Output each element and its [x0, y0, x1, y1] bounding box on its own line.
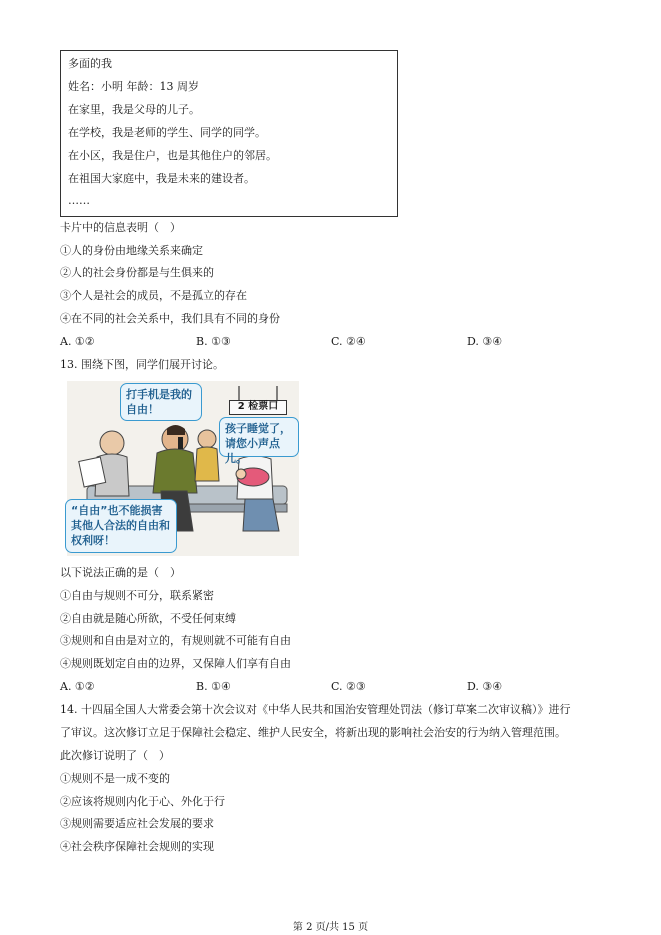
speech-bubble-baby: 孩子睡觉了，请您小声点儿。 [219, 417, 299, 457]
q12-item: ③个人是社会的成员，不是孤立的存在 [60, 289, 247, 302]
page-footer: 第 2 页/共 15 页 [292, 922, 369, 933]
q12-item: ①人的身份由地缘关系来确定 [60, 244, 203, 257]
q13-option-c[interactable]: C. ②③ [331, 680, 366, 693]
card-line: 在家里，我是父母的儿子。 [68, 103, 200, 116]
q13-option-d[interactable]: D. ③④ [467, 680, 503, 693]
q13-option-a[interactable]: A. ①② [60, 680, 95, 693]
q12-option-c[interactable]: C. ②④ [331, 335, 366, 348]
q13-stem: 13. 围绕下图，同学们展开讨论。 [60, 358, 224, 371]
q13-prompt: 以下说法正确的是（ ） [60, 566, 181, 579]
card-title: 多面的我 [68, 57, 112, 70]
q14-item: ③规则需要适应社会发展的要求 [60, 817, 214, 830]
q14-stem-line3: 此次修订说明了（ ） [60, 749, 170, 762]
profile-card [60, 50, 398, 217]
q14-item: ④社会秩序保障社会规则的实现 [60, 840, 214, 853]
q12-option-b[interactable]: B. ①③ [196, 335, 231, 348]
sign-hanger [229, 386, 287, 400]
q12-option-d[interactable]: D. ③④ [467, 335, 503, 348]
q13-item: ②自由就是随心所欲，不受任何束缚 [60, 612, 236, 625]
speech-bubble-phone: 打手机是我的自由！ [120, 383, 202, 421]
card-line: 在小区，我是住户，也是其他住户的邻居。 [68, 149, 277, 162]
q13-item: ③规则和自由是对立的，有规则就不可能有自由 [60, 634, 291, 647]
card-line: 在学校，我是老师的学生、同学的同学。 [68, 126, 266, 139]
q13-item: ④规则既划定自由的边界，又保障人们享有自由 [60, 657, 291, 670]
q14-stem-line2: 了审议。这次修订立足于保障社会稳定、维护人民安全，将新出现的影响社会治安的行为纳入管理范围。 [60, 726, 566, 739]
q13-option-b[interactable]: B. ①④ [196, 680, 231, 693]
q13-item: ①自由与规则不可分，联系紧密 [60, 589, 214, 602]
card-line: 姓名：小明 年龄：13 周岁 [68, 80, 199, 93]
card-line: 在祖国大家庭中，我是未来的建设者。 [68, 172, 255, 185]
speech-bubble-freedom: “自由”也不能损害其他人合法的自由和权利呀！ [65, 499, 177, 553]
q14-stem-line1: 14. 十四届全国人大常委会第十次会议对《中华人民共和国治安管理处罚法（修订草案二次审议稿）》进行 [60, 703, 571, 716]
ticket-gate-sign: 2 检票口 [229, 400, 287, 415]
q12-item: ④在不同的社会关系中，我们具有不同的身份 [60, 312, 280, 325]
q12-stem: 卡片中的信息表明（ ） [60, 221, 181, 234]
card-line: …… [68, 194, 90, 207]
q12-option-a[interactable]: A. ①② [60, 335, 95, 348]
q12-item: ②人的社会身份都是与生俱来的 [60, 266, 214, 279]
q14-item: ①规则不是一成不变的 [60, 772, 170, 785]
q14-item: ②应该将规则内化于心、外化于行 [60, 795, 225, 808]
